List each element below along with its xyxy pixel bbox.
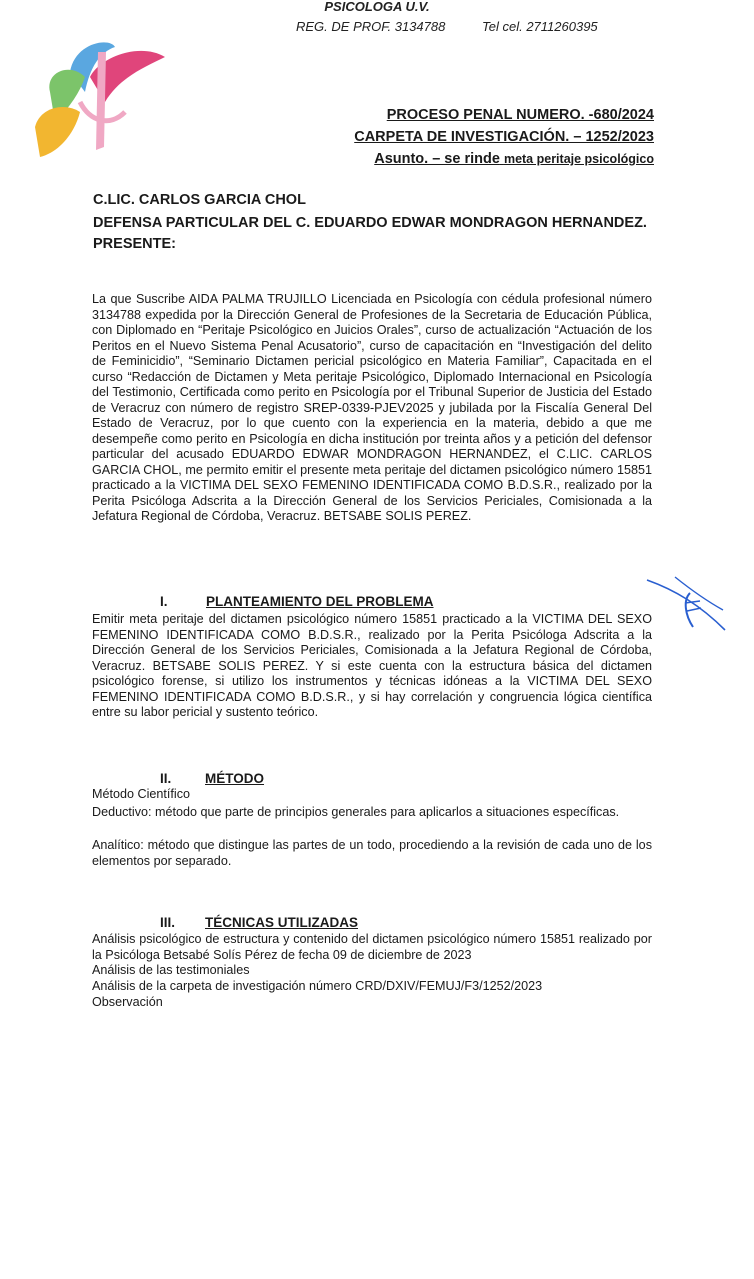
intro-paragraph: La que Suscribe AIDA PALMA TRUJILLO Licenciada en Psicología con cédula profesional número 3134788 expedida por la Dirección General de Profesiones de la Secretaria de Educación Pública, con Diplomado en “Peritaje Psicológico en Juicios Orales”, curso de actualización “Actuación de los Peritos en el Nuevo Sistema Penal Acusatorio”, curso de capacitación en “Investigación del delito de Feminicidio”, “Seminario Dictamen pericial psicológico en Materia Familiar”, Capacitada en el curso “Redacción de Dictamen y Meta peritaje Psicológico, Diplomado Internacional en Psicología del Testimonio, Certificada como perito en Psicología por el Tribunal Superior de Justicia del Estado de Veracruz con número de registro SREP-0339-PJEV2025 y jubilada por la Fiscalía General Del Estado de Veracruz, por lo que cuento con la experiencia en la materia, debido a que me desempeñe como perito en Psicología en dicha institución por treinta años y a petición del defensor particular del acusado EDUARDO EDWAR MONDRAGON HERNANDEZ, el C.LIC. CARLOS GARCIA CHOL, me permito emitir el presente meta peritaje del dictamen psicológico número 15851 practicado a la VICTIMA DEL SEXO FEMENINO IDENTIFICADA COMO B.D.S.R., realizado por la Perita Psicóloga Adscrita a la Dirección General de los Servicios Periciales, Comisionada a la Jefatura Regional de Córdoba, Veracruz. BETSABE SOLIS PEREZ. [92, 292, 652, 523]
technique-item-3: Análisis de la carpeta de investigación número CRD/DXIV/FEMUJ/F3/1252/2023 [92, 979, 543, 993]
asunto-label: Asunto. – se rinde [374, 151, 500, 167]
phone-number: Tel cel. 2711260395 [482, 19, 598, 34]
section2-title: MÉTODO [205, 771, 265, 786]
signature-mark [645, 575, 730, 635]
letterhead-title: PSICOLOGA U.V. [324, 0, 430, 14]
method-analytic: Analítico: método que distingue las partes de un todo, procediendo a la revisión de cada uno de los elementos por separado. [92, 838, 652, 868]
carpeta-investigacion-number: CARPETA DE INVESTIGACIÓN. – 1252/2023 [354, 129, 654, 145]
technique-item-4: Observación [92, 995, 163, 1009]
method-scientific: Método Científico [92, 787, 191, 801]
technique-item-2: Análisis de las testimoniales [92, 963, 250, 977]
addressee-role: DEFENSA PARTICULAR DEL C. EDUARDO EDWAR MONDRAGON HERNANDEZ. [93, 215, 647, 231]
proceso-penal-number: PROCESO PENAL NUMERO. -680/2024 [386, 107, 654, 123]
asunto-text: meta peritaje psicológico [503, 152, 654, 166]
section3-number: III. [160, 915, 176, 930]
addressee-name: C.LIC. CARLOS GARCIA CHOL [93, 192, 306, 208]
addressee-presente: PRESENTE: [93, 236, 176, 252]
section2-number: II. [160, 771, 172, 786]
method-deductive: Deductivo: método que parte de principios generales para aplicarlos a situaciones específicas. [92, 805, 620, 819]
section3-title: TÉCNICAS UTILIZADAS [205, 915, 358, 930]
technique-item-1: Análisis psicológico de estructura y contenido del dictamen psicológico número 15851 realizado por la Psicóloga Betsabé Solís Pérez de fecha 09 de diciembre de 2023 [92, 932, 652, 962]
section1-number: I. [160, 594, 168, 609]
section1-title: PLANTEAMIENTO DEL PROBLEMA [206, 594, 434, 609]
asunto-line [374, 151, 654, 167]
psychology-logo [30, 32, 170, 162]
section1-body: Emitir meta peritaje del dictamen psicológico número 15851 practicado a la VICTIMA DEL SEXO FEMENINO IDENTIFICADA COMO B.D.S.R., realizado por la Perita Psicóloga Adscrita a la Dirección General de los Servicios Periciales, Comisionada a la Jefatura Regional de Córdoba, Veracruz. BETSABE SOLIS PEREZ. Y si este cuenta con la estructura básica del dictamen psicológico forense, si utilizo los instrumentos y técnicas idóneas a la VICTIMA DEL SEXO FEMENINO IDENTIFICADA COMO B.D.S.R., y si hay correlación y congruencia lógica científica entre su labor pericial y sustento teórico. [92, 612, 652, 719]
professional-registration: REG. DE PROF. 3134788 [296, 19, 446, 34]
